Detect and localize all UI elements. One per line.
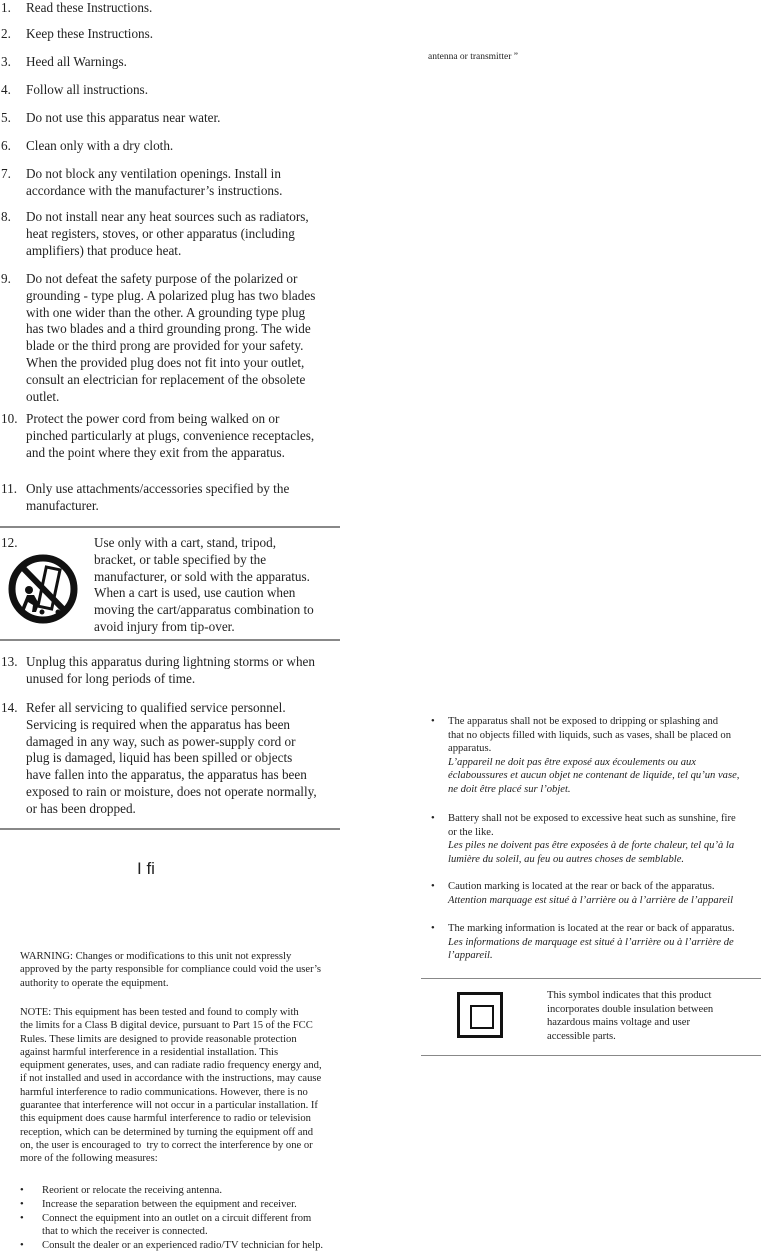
- double-insulation-icon: [457, 992, 503, 1038]
- item-number: 2.: [1, 26, 11, 41]
- item-number: 9.: [1, 271, 11, 286]
- divider: [0, 828, 340, 830]
- fcc-warning: WARNING: Changes or modifications to this unit not expressly approved by the party responsible for compliance could void the user’s authority to operate the equipment.: [20, 951, 322, 989]
- divider: [0, 639, 340, 641]
- antenna-text: antenna or transmitter ”: [428, 52, 518, 62]
- item-number: 3.: [1, 54, 11, 69]
- item-number: 7.: [1, 166, 11, 181]
- item-text: Clean only with a dry cloth.: [26, 138, 174, 153]
- safety-text-en: The apparatus shall not be exposed to dripping or splashing and that no objects filled with liquids, such as vases, shall be placed on apparatus.: [448, 716, 732, 755]
- item-text: Only use attachments/accessories specified by the manufacturer.: [26, 481, 290, 513]
- item-number: 11.: [1, 481, 17, 496]
- item-text: Do not defeat the safety purpose of the polarized or grounding - type plug. A polarized plug has two blades with one wider than the other. A grounding type plug has two blades and a third grounding prong. The wide blade or the third prong are provided for your safety. When the provided plug does not fit into your outlet, consult an electrician for replacement of the obsolete outlet.: [26, 271, 316, 404]
- safety-text-fr: Les piles ne doivent pas être exposées à de forte chaleur, tel qu’à la lumière du soleil, au feu ou autres choses de semblable.: [448, 840, 735, 865]
- cart-tipover-warning-icon: [8, 554, 78, 624]
- safety-text-fr: L’appareil ne doit pas être exposé aux écoulements ou aux éclaboussures et aucun objet ne contenant de liquide, tel qu’un vase, ne doit être placé sur l’objet.: [448, 756, 740, 795]
- safety-text-fr: Attention marquage est situé à l’arrière ou à l’arrière de l’appareil: [448, 894, 734, 906]
- safety-text-en: The marking information is located at the rear or back of apparatus.: [448, 923, 735, 934]
- bullet: •: [431, 716, 435, 727]
- double-insulation-text: This symbol indicates that this product incorporates double insulation between hazardous mains voltage and user accessible parts.: [547, 990, 714, 1042]
- item-text: Do not block any ventilation openings. Install in accordance with the manufacturer’s instructions.: [26, 166, 283, 198]
- measure-text: Connect the equipment into an outlet on a circuit different from that to which the receiver is connected.: [42, 1213, 312, 1237]
- safety-text-en: Caution marking is located at the rear or back of the apparatus.: [448, 881, 715, 892]
- item-text: Do not use this apparatus near water.: [26, 110, 221, 125]
- item-number: 10.: [1, 411, 18, 426]
- bullet: •: [431, 923, 435, 934]
- item-text: Read these Instructions.: [26, 0, 153, 15]
- item-text: Follow all instructions.: [26, 82, 148, 97]
- divider: [421, 1055, 761, 1056]
- bullet: •: [20, 1185, 24, 1196]
- item-number: 1.: [1, 0, 11, 15]
- divider: [0, 526, 340, 528]
- bullet: •: [20, 1213, 24, 1224]
- item-text: Unplug this apparatus during lightning storms or when unused for long periods of time.: [26, 654, 315, 686]
- measure-text: Increase the separation between the equipment and receiver.: [42, 1199, 297, 1210]
- bullet: •: [20, 1199, 24, 1210]
- safety-text-en: Battery shall not be exposed to excessive heat such as sunshine, fire or the like.: [448, 813, 736, 838]
- measure-text: Reorient or relocate the receiving antenna.: [42, 1185, 223, 1196]
- item-number: 13.: [1, 654, 18, 669]
- item-text: Refer all servicing to qualified service personnel. Servicing is required when the apparatus has been damaged in any way, such as power-supply cord or plug is damaged, liquid has been spilled or objects have fallen into the apparatus, the apparatus has been exposed to rain or moisture, does not operate normally, or has been dropped.: [26, 700, 317, 816]
- measure-text: Consult the dealer or an experienced radio/TV technician for help.: [42, 1240, 324, 1251]
- item-number: 5.: [1, 110, 11, 125]
- item-number: 8.: [1, 209, 11, 224]
- bullet: •: [431, 881, 435, 892]
- item-text: Keep these Instructions.: [26, 26, 154, 41]
- item-number: 14.: [1, 700, 18, 715]
- heading-fragment: I fi: [137, 859, 155, 878]
- item-text: Use only with a cart, stand, tripod, bracket, or table specified by the manufacturer, or sold with the apparatus. When a cart is used, use caution when moving the cart/apparatus combination to avoid injury from tip-over.: [94, 535, 314, 634]
- item-text: Protect the power cord from being walked on or pinched particularly at plugs, convenience receptacles, and the point where they exit from the apparatus.: [26, 411, 315, 460]
- item-text: Do not install near any heat sources such as radiators, heat registers, stoves, or other apparatus (including amplifiers) that produce heat.: [26, 209, 309, 258]
- bullet: •: [20, 1240, 24, 1251]
- item-text: Heed all Warnings.: [26, 54, 127, 69]
- bullet: •: [431, 813, 435, 824]
- safety-text-fr: Les informations de marquage est situé à l’arrière ou à l’arrière de l’appareil.: [448, 936, 734, 962]
- item-number: 6.: [1, 138, 11, 153]
- item-number: 4.: [1, 82, 11, 97]
- item-number: 12.: [1, 535, 18, 550]
- fcc-note: NOTE: This equipment has been tested and found to comply with the limits for a Class B digital device, pursuant to Part 15 of the FCC Rules. These limits are designed to provide reasonable protection against harmful interference in a residential installation. This equipment generates, uses, and can radiate radio frequency energy and, if not installed and used in accordance with the instructions, may cause harmful interference to radio communications. However, there is no guarantee that interference will not occur in a particular installation. If this equipment does cause harmful interference to radio or television reception, which can be determined by turning the equipment off and on, the user is encouraged to try to correct the interference by one or more of the following measures:: [20, 1007, 322, 1165]
- divider: [421, 978, 761, 979]
